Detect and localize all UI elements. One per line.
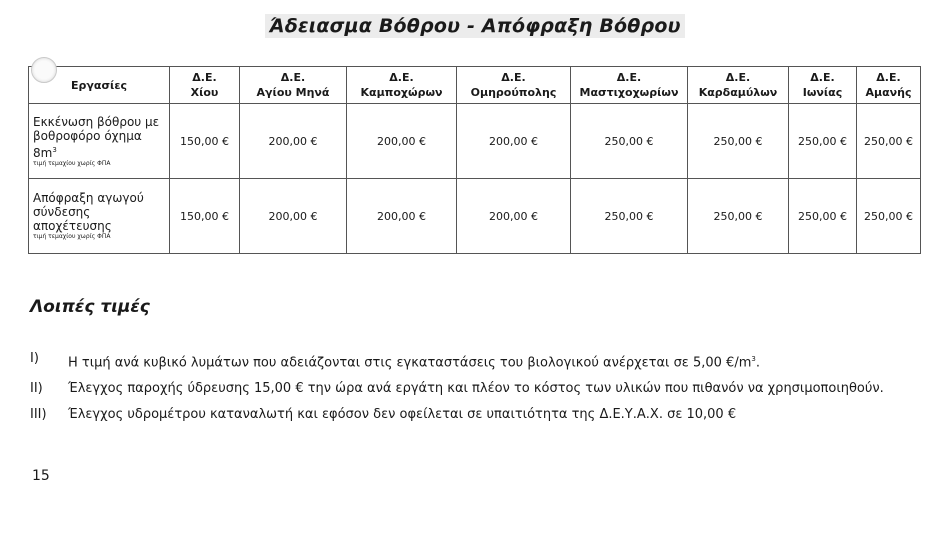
task-subnote: τιμή τεμαχίου χωρίς ΦΠΑ [33,233,111,240]
price-cell: 250,00 € [688,104,789,179]
table-row [29,104,921,179]
price-table [28,66,921,254]
header-column: Δ.Ε. Ομηρούπολης [457,67,571,104]
header-column: Δ.Ε. Αγίου Μηνά [240,67,347,104]
table-row [29,179,921,254]
price-cell: 200,00 € [240,179,347,254]
price-cell: 250,00 € [789,179,857,254]
price-cell: 200,00 € [347,179,457,254]
list-number: III) [30,407,47,423]
punch-hole [31,57,57,83]
document-title: Άδειασμα Βόθρου - Απόφραξη Βόθρου [265,14,684,38]
price-cell: 250,00 € [857,179,921,254]
list-number: II) [30,381,43,397]
page-number: 15 [32,468,50,484]
price-cell: 150,00 € [170,179,240,254]
section-heading: Λοιπές τιμές [30,297,150,317]
header-column: Δ.Ε. Καρδαμύλων [688,67,789,104]
header-column: Δ.Ε. Ιωνίας [789,67,857,104]
price-cell: 200,00 € [457,179,571,254]
price-cell: 250,00 € [571,179,688,254]
list-number: I) [30,351,39,366]
title-container [0,14,950,38]
list-item: III) Έλεγχος υδρομέτρου καταναλωτή και εφόσον δεν οφείλεται σε υπαιτιότητα της Δ.Ε.Υ.Α.Χ. σε 10,00 € [30,402,930,428]
price-cell: 200,00 € [240,104,347,179]
table-header-row [29,67,921,104]
notes-list [30,346,930,428]
list-item: I) Η τιμή ανά κυβικό λυμάτων που αδειάζονται στις εγκαταστάσεις του βιολογικού ανέρχεται σε 5,00 $€/m^3$. [30,346,930,376]
price-cell: 150,00 € [170,104,240,179]
price-cell: 200,00 € [347,104,457,179]
header-column: Δ.Ε. Καμποχώρων [347,67,457,104]
list-item: II) Έλεγχος παροχής ύδρευσης 15,00 € την ώρα ανά εργάτη και πλέον το κόστος των υλικών που πιθανόν να χρησιμοποιηθούν. [30,376,930,402]
price-cell: 250,00 € [688,179,789,254]
price-cell: 200,00 € [457,104,571,179]
header-tasks: Εργασίες [29,67,170,104]
header-column: Δ.Ε. Αμανής [857,67,921,104]
task-cell: Εκκένωση βόθρου με βοθροφόρο όχημα $8m^3$ τιμή τεμαχίου χωρίς ΦΠΑ [29,104,170,179]
price-cell: 250,00 € [571,104,688,179]
task-cell: Απόφραξη αγωγού σύνδεσης αποχέτευσης τιμή τεμαχίου χωρίς ΦΠΑ [29,179,170,254]
header-column: Δ.Ε. Μαστιχοχωρίων [571,67,688,104]
price-cell: 250,00 € [789,104,857,179]
task-subnote: τιμή τεμαχίου χωρίς ΦΠΑ [33,159,111,167]
header-column: Δ.Ε. Χίου [170,67,240,104]
price-cell: 250,00 € [857,104,921,179]
